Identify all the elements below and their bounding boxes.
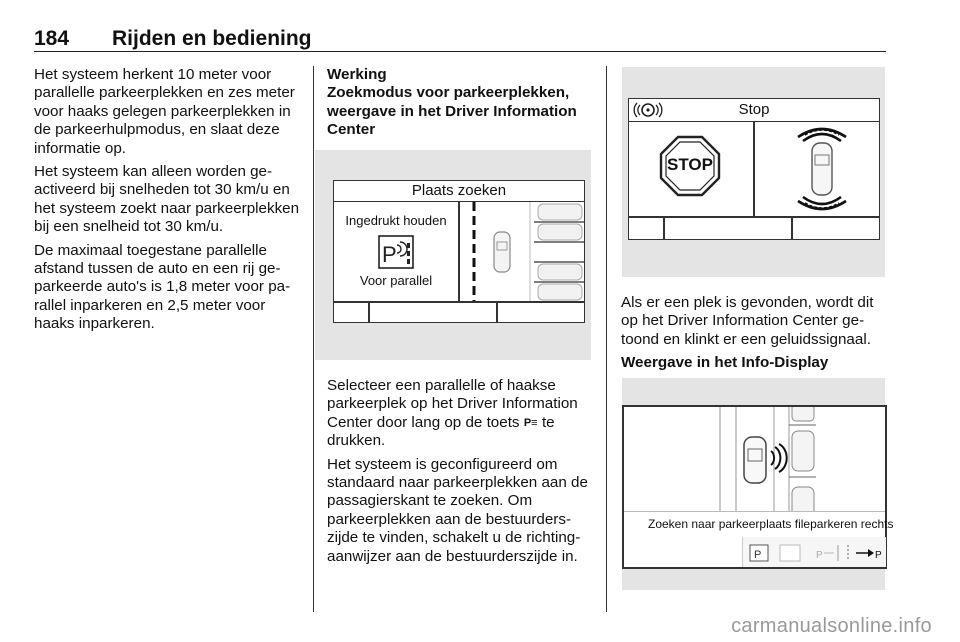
parking-assist-button-icon — [378, 235, 414, 269]
page-number: 184 — [34, 27, 70, 50]
section-heading: Werking — [327, 66, 387, 83]
parking-lane-graphic — [460, 202, 584, 301]
figure-dic-search — [315, 150, 591, 360]
parking-mode-buttons — [744, 541, 884, 565]
paragraph: Als er een plek is gevonden, wordt dit op het Driver Information Center getoond en klinkt er een geluidssignaal. — [621, 294, 874, 348]
paragraph-text: te drukken. — [327, 413, 555, 450]
column-3-body — [621, 294, 887, 373]
hold-label: Ingedrukt houden — [345, 213, 447, 228]
paragraph-text: Selecteer een parallelle of haakse parkeerplek op het Driver Information Center door lang op de toets — [327, 377, 578, 431]
paragraph: Het systeem herkent 10 meter voor parallelle parkeerplekken en zes meter voor haaks gelegen parkeerplekken in de parkeerhulpmodus, en slaat deze informatie op. — [34, 66, 295, 157]
svg-text:P: P — [382, 242, 397, 267]
section-heading: Weergave in het Info-Display — [621, 354, 829, 372]
watermark-text: carmanualsonline.info — [731, 615, 932, 637]
page-header — [34, 27, 886, 52]
parking-lane-graphic — [624, 407, 885, 511]
svg-text:P: P — [875, 550, 882, 561]
subsection-heading: Zoekmodus voor parkeerplekken, weergave in het Driver Information Center — [327, 84, 577, 139]
figure-info-display — [622, 378, 894, 590]
column-2 — [327, 66, 593, 140]
stop-sign-text: STOP — [667, 155, 713, 174]
info-status-text: Zoeken naar parkeerplaats fileparkeren rechts — [648, 517, 894, 531]
car-proximity-sensors-icon — [789, 125, 855, 213]
paragraph: De maximaal toegestane parallelle afstand tussen de auto en een rij geparkeerde auto's is 1,8 meter voor parallel inparkeren en 2,5 meter voor haaks inparkeren. — [34, 241, 291, 333]
svg-text:P: P — [754, 549, 762, 561]
dic-stop-panel — [628, 98, 880, 240]
chapter-title: Rijden en bediening — [112, 27, 312, 50]
dic-display-panel — [333, 180, 585, 323]
mode-label: Voor parallel — [359, 273, 433, 288]
column-1 — [34, 66, 301, 339]
column-divider-1 — [313, 66, 314, 612]
parking-button-icon: P≡ — [523, 416, 538, 429]
dic-title: Plaats zoeken — [411, 182, 507, 199]
paragraph: Het systeem kan alleen worden geactiveerd bij snelheden tot 30 km/u en het systeem zoekt naar parkeerplekken bij een snelheid tot 30 km/u. — [34, 163, 300, 236]
figure-dic-stop — [622, 67, 885, 277]
column-divider-2 — [606, 66, 607, 612]
info-display-panel — [622, 405, 894, 569]
svg-text:P: P — [816, 550, 823, 561]
column-2-body — [327, 377, 593, 571]
paragraph: Het systeem is geconfigureerd om standaard naar parkeerplekken aan de passagierskant te zoeken. Om parkeerplekken aan de bestuurderszijde te vinden, schakelt u de richtingaanwijzer aan de bestuurderszijde in. — [327, 455, 588, 565]
paragraph — [327, 377, 593, 451]
dic-stop-title: Stop — [738, 101, 770, 118]
